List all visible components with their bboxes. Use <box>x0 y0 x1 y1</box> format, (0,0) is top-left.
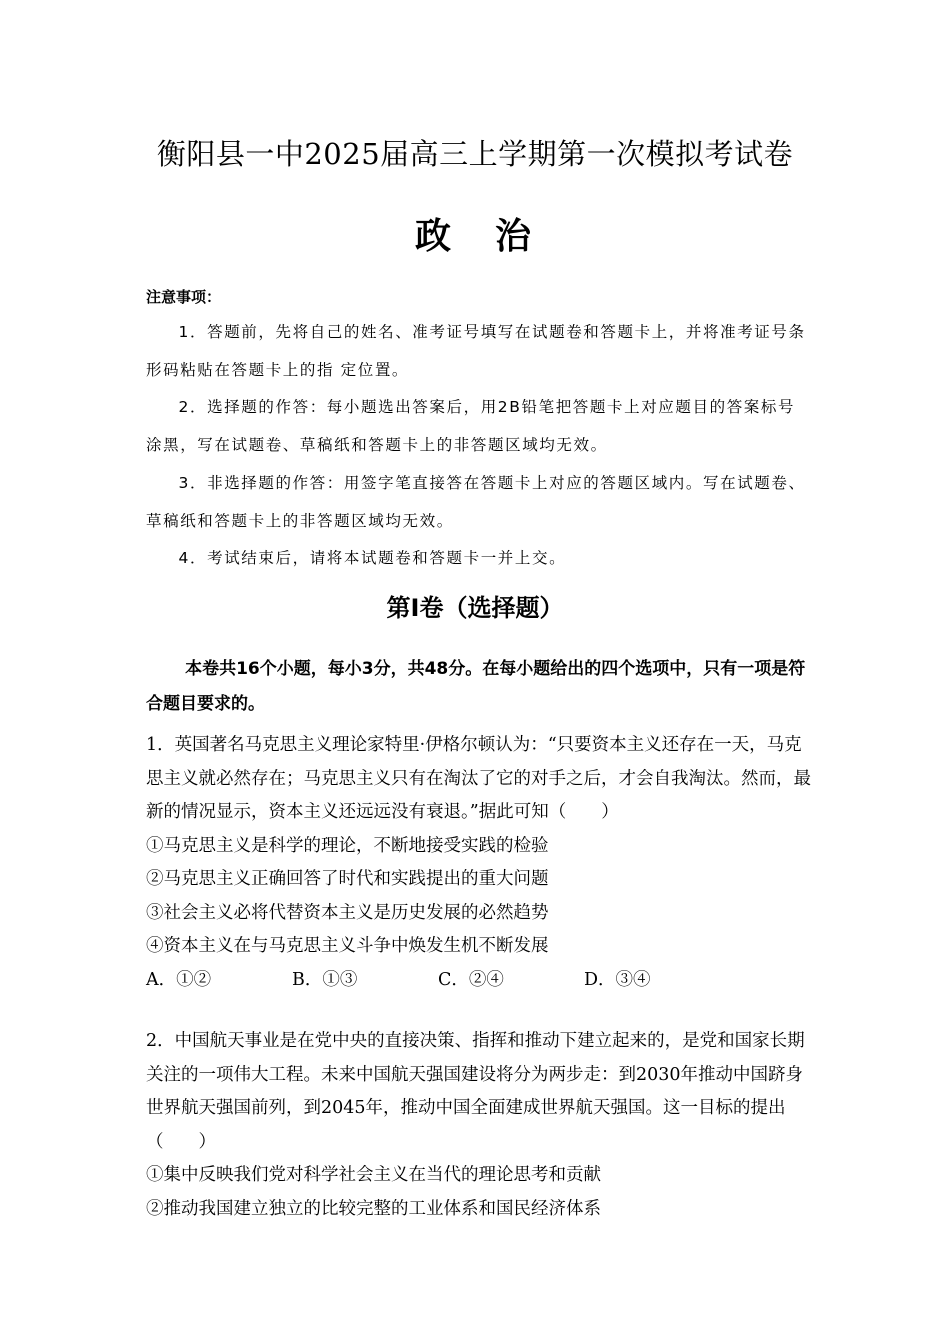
question-stem: 2．中国航天事业是在党中央的直接决策、指挥和推动下建立起来的，是党和国家长期关注的一项伟大工程。未来中国航天强国建设将分为两步走：到2030年推动中国跻身世界航天强国前列，到2045年，推动中国全面建成世界航天强国。这一目标的提出（ ） <box>146 1031 805 1152</box>
question-stem: 1．英国著名马克思主义理论家特里·伊格尔顿认为：“只要资本主义还存在一天，马克思主义就必然存在；马克思主义只有在淘汰了它的对手之后，才会自我淘汰。然而，最新的情况显示，资本主义还远远没有衰退。”据此可知（ ） <box>146 735 811 822</box>
note-item: 4．考试结束后，请将本试题卷和答题卡一并上交。 <box>178 549 567 568</box>
section-intro <box>146 652 811 722</box>
notes-heading: 注意事项： <box>146 288 222 306</box>
question-statement: ①集中反映我们党对科学社会主义在当代的理论思考和贡献 <box>146 1165 601 1185</box>
option-b: B．①③ <box>292 969 358 990</box>
subject-title: 政 治 <box>414 216 535 257</box>
option-d: D．③④ <box>584 969 651 990</box>
notes-list <box>146 314 812 578</box>
option-a: A．①② <box>146 969 212 990</box>
note-item: 3．非选择题的作答：用签字笔直接答在答题卡上对应的答题区域内。写在试题卷、草稿纸和答题卡上的非答题区域均无效。 <box>146 473 806 530</box>
exam-title: 衡阳县一中2025届高三上学期第一次模拟考试卷 <box>156 137 794 171</box>
note-item: 1．答题前，先将自己的姓名、准考证号填写在试题卷和答题卡上，并将准考证号条形码粘贴在答题卡上的指 定位置。 <box>146 323 806 379</box>
question-statement: ①马克思主义是科学的理论，不断地接受实践的检验 <box>146 835 549 856</box>
question-statement: ②推动我国建立独立的比较完整的工业体系和国民经济体系 <box>146 1198 601 1219</box>
question-options <box>146 964 811 998</box>
note-item: 2．选择题的作答：每小题选出答案后，用2B铅笔把答题卡上对应题目的答案标号涂黑，写在试题卷、草稿纸和答题卡上的非答题区域均无效。 <box>146 398 796 455</box>
question-statement: ③社会主义必将代替资本主义是历史发展的必然趋势 <box>146 902 549 923</box>
section-title: 第Ⅰ卷（选择题） <box>386 594 564 622</box>
section-intro-text: 本卷共16个小题，每小3分，共48分。在每小题给出的四个选项中，只有一项是符合题目要求的。 <box>146 659 806 714</box>
question-1 <box>146 729 811 997</box>
question-statement: ②马克思主义正确回答了时代和实践提出的重大问题 <box>146 869 549 889</box>
question-2 <box>146 1025 811 1226</box>
question-statement: ④资本主义在与马克思主义斗争中焕发生机不断发展 <box>146 936 549 956</box>
option-c: C．②④ <box>438 969 504 990</box>
